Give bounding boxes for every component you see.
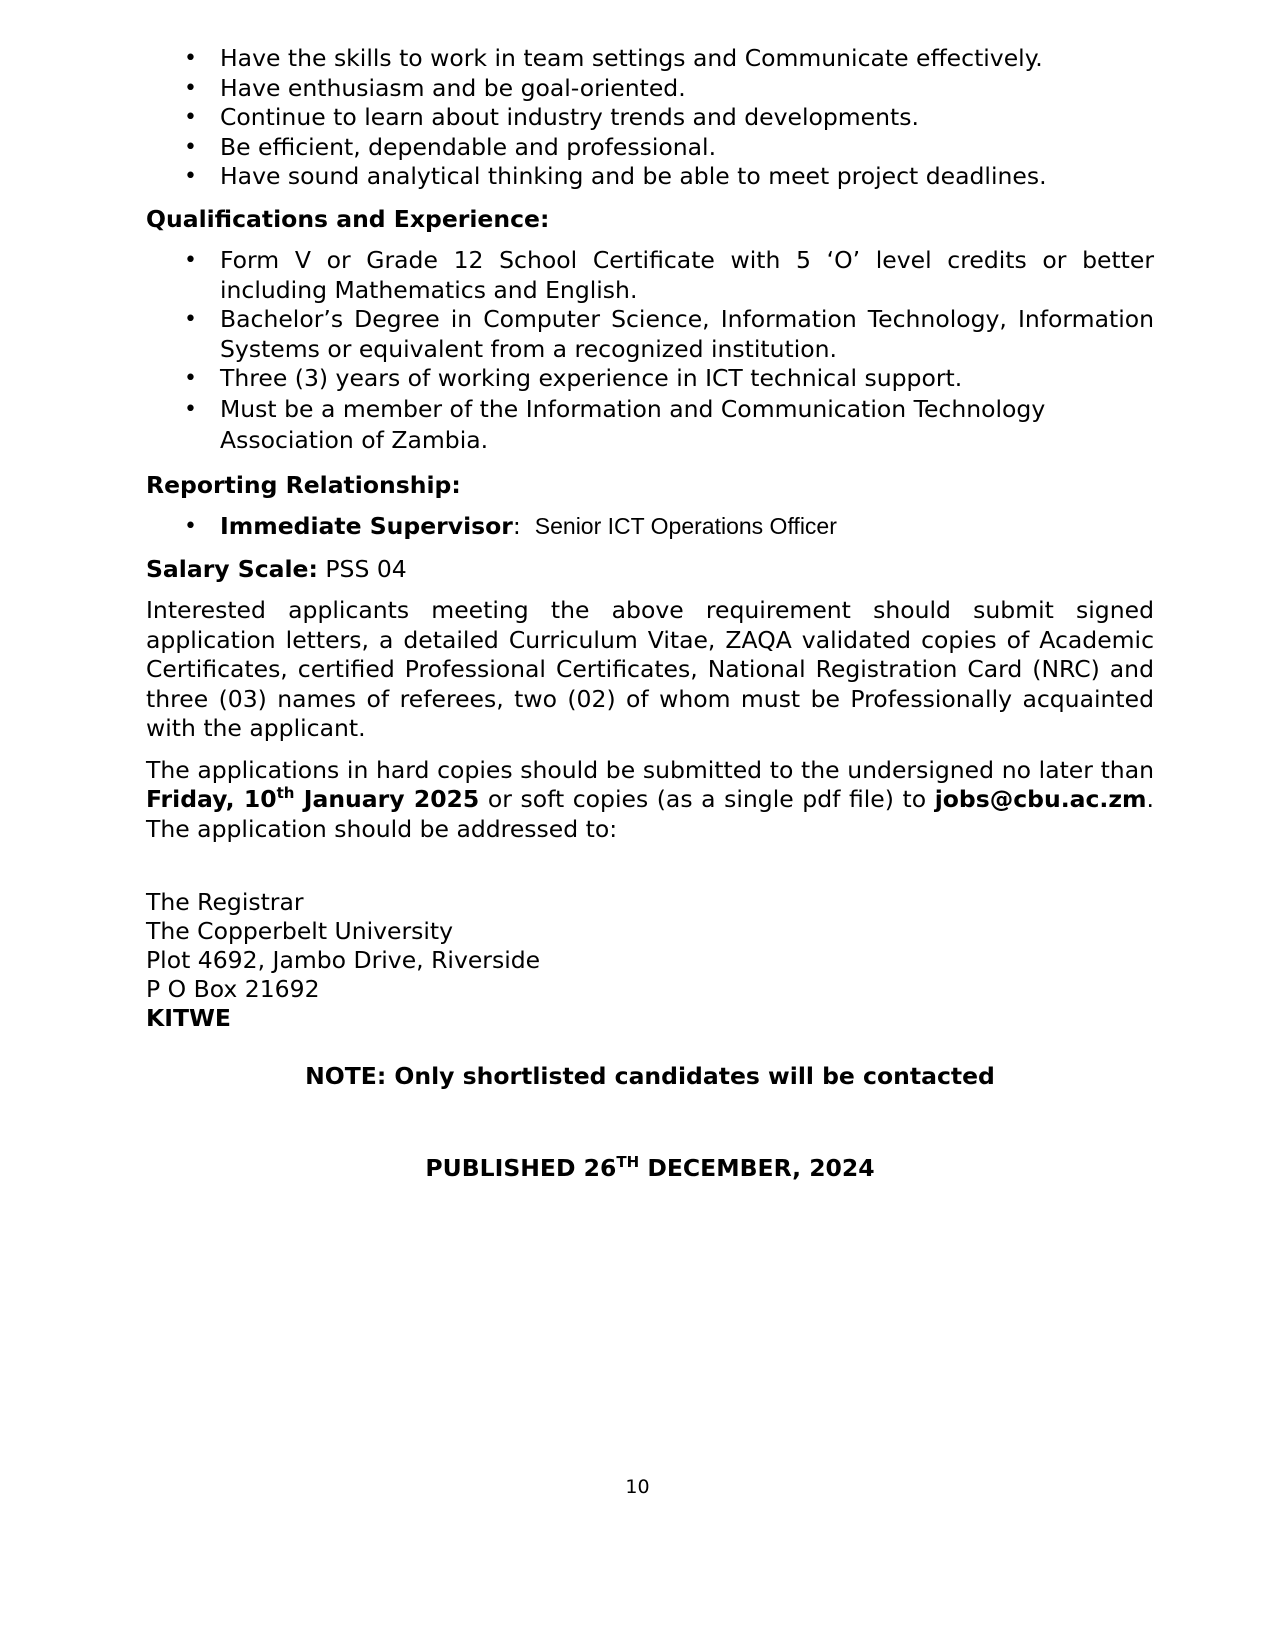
list-item [146, 162, 1154, 192]
deadline-date: January 2025 [294, 785, 480, 813]
submission-text: . The application should be addressed to: [146, 785, 1154, 843]
published-line [146, 1154, 1154, 1184]
list-item-text: Have enthusiasm and be goal-oriented. [220, 73, 686, 102]
published-superscript: TH [616, 1152, 640, 1171]
salary-value: PSS 04 [325, 554, 407, 583]
address-line: The Copperbelt University [146, 917, 454, 945]
reporting-heading: Reporting Relationship: [146, 470, 461, 499]
list-item [146, 103, 1154, 133]
submission-text: or soft copies (as a single pdf file) to [479, 785, 935, 813]
address-block [146, 888, 1154, 1033]
submission-paragraph [146, 756, 1154, 845]
submission-text: The applications in hard copies should be submitted to the undersigned no later than [146, 755, 1154, 784]
supervisor-value: Senior ICT Operations Officer [534, 513, 837, 539]
list-item [146, 133, 1154, 163]
bullet-icon: • [184, 105, 197, 130]
published-prefix: PUBLISHED 26 [425, 1153, 617, 1182]
bullet-icon: • [184, 307, 197, 332]
salary-line [146, 555, 1154, 585]
deadline-superscript: th [276, 784, 295, 802]
intro-bullet-list [146, 44, 1154, 192]
list-item [146, 512, 1154, 542]
supervisor-label: Immediate Supervisor [220, 512, 513, 540]
page-number: 10 [625, 1476, 650, 1498]
application-paragraph: Interested applicants meeting the above requirement should submit signed application letters, a detailed Curriculum Vitae, ZAQA validated copies of Academic Certificates, certified Professional Certificates, National Registration Card (NRC) and three (03) names of referees, two (02) of whom must be Professionally acquainted with the applicant. [146, 596, 1154, 742]
list-item-text: Three (3) years of working experience in ICT technical support. [220, 364, 963, 392]
document-page [146, 44, 1154, 1183]
bullet-icon: • [184, 134, 197, 160]
address-line: The Registrar [146, 888, 304, 916]
supervisor-colon: : [512, 512, 521, 540]
bullet-icon: • [184, 46, 197, 71]
email-address: jobs@cbu.ac.zm [934, 785, 1147, 813]
list-item [146, 246, 1154, 305]
deadline-day: Friday, 10 [146, 785, 277, 813]
list-item-text: Continue to learn about industry trends and developments. [220, 103, 919, 131]
bullet-icon: • [184, 396, 197, 422]
list-item-text: Must be a member of the Information and Communication Technology Association of Zambia. [220, 394, 1046, 454]
list-item-text: Bachelor’s Degree in Computer Science, Information Technology, Information Systems or equivalent from a recognized institution. [220, 305, 1154, 363]
list-item-text: Be efficient, dependable and professional. [220, 132, 717, 161]
qualifications-list [146, 246, 1154, 456]
list-item [146, 44, 1154, 74]
bullet-icon: • [184, 248, 197, 273]
list-item [146, 394, 1154, 456]
list-item-text: Have sound analytical thinking and be able to meet project deadlines. [220, 162, 1047, 190]
bullet-icon: • [184, 75, 197, 101]
list-item [146, 305, 1154, 364]
reporting-list [146, 512, 1154, 542]
address-line: P O Box 21692 [146, 975, 320, 1003]
bullet-icon: • [184, 366, 197, 391]
address-line: Plot 4692, Jambo Drive, Riverside [146, 946, 541, 974]
qualifications-heading: Qualifications and Experience: [146, 204, 550, 233]
published-suffix: DECEMBER, 2024 [639, 1153, 875, 1182]
address-city: KITWE [146, 1004, 231, 1032]
list-item [146, 364, 1154, 394]
note-line: NOTE: Only shortlisted candidates will be contacted [305, 1062, 995, 1090]
bullet-icon: • [184, 164, 197, 189]
salary-label: Salary Scale: [146, 554, 318, 583]
list-item-text: Form V or Grade 12 School Certificate with 5 ‘O’ level credits or better including Mathematics and English. [220, 246, 1154, 304]
bullet-icon: • [184, 514, 197, 539]
list-item [146, 74, 1154, 104]
list-item-text: Have the skills to work in team settings and Communicate effectively. [220, 44, 1043, 72]
